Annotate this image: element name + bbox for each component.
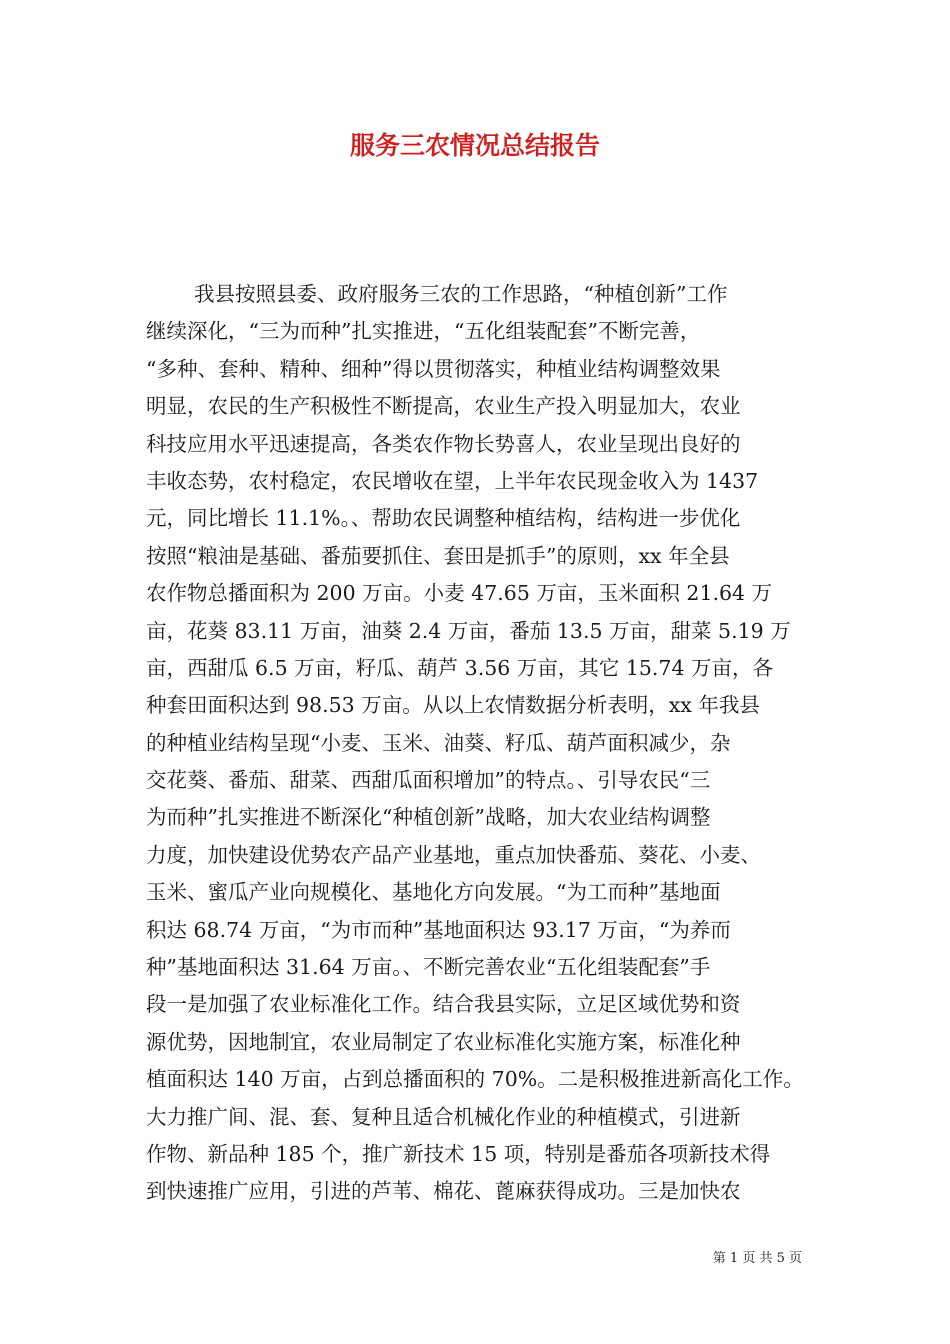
text-line: 种套田面积达到 98.53 万亩。从以上农情数据分析表明，xx 年我县 [146, 693, 760, 718]
text-line: 种”基地面积达 31.64 万亩。、不断完善农业“五化组装配套”手 [146, 955, 711, 980]
text-line: 到快速推广应用，引进的芦苇、棉花、蓖麻获得成功。三是加快农 [146, 1179, 741, 1204]
text-line: 玉米、蜜瓜产业向规模化、基地化方向发展。“为工而种”基地面 [146, 880, 721, 905]
text-line: 按照“粮油是基础、番茄要抓住、套田是抓手”的原则，xx 年全县 [146, 543, 730, 568]
text-line: 源优势，因地制宜，农业局制定了农业标准化实施方案，标准化种 [146, 1029, 741, 1054]
document-title: 服务三农情况总结报告 [349, 131, 600, 160]
body-paragraph [146, 276, 806, 1211]
text-line: “多种、套种、精种、细种”得以贯彻落实，种植业结构调整效果 [146, 356, 721, 381]
text-line: 亩，花葵 83.11 万亩，油葵 2.4 万亩，番茄 13.5 万亩，甜菜 5.19 万 [146, 618, 791, 643]
text-line: 作物、新品种 185 个，推广新技术 15 项，特别是番茄各项新技术得 [146, 1141, 771, 1166]
text-line: 丰收态势，农村稳定，农民增收在望，上半年农民现金收入为 1437 [146, 468, 759, 493]
text-line: 农作物总播面积为 200 万亩。小麦 47.65 万亩，玉米面积 21.64 万 [146, 581, 773, 606]
text-line: 大力推广间、混、套、复种且适合机械化作业的种植模式，引进新 [146, 1104, 741, 1129]
text-line: 亩，西甜瓜 6.5 万亩，籽瓜、葫芦 3.56 万亩，其它 15.74 万亩，各 [146, 655, 774, 680]
text-line: 段一是加强了农业标准化工作。结合我县实际，立足区域优势和资 [146, 992, 741, 1017]
text-line: 交花葵、番茄、甜菜、西甜瓜面积增加”的特点。、引导农民“三 [146, 768, 711, 793]
text-line: 继续深化，“三为而种”扎实推进，“五化组装配套”不断完善， [146, 319, 701, 344]
text-line: 我县按照县委、政府服务三农的工作思路，“种植创新”工作 [194, 282, 728, 306]
text-line: 植面积达 140 万亩，占到总播面积的 70%。二是积极推进新高化工作。 [146, 1067, 804, 1092]
text-line: 科技应用水平迅速提高，各类农作物长势喜人，农业呈现出良好的 [146, 431, 741, 456]
text-line: 元，同比增长 11.1%。、帮助农民调整种植结构，结构进一步优化 [146, 506, 741, 531]
text-line: 积达 68.74 万亩，“为市而种”基地面积达 93.17 万亩，“为养而 [146, 917, 731, 942]
text-line: 为而种”扎实推进不断深化“种植创新”战略，加大农业结构调整 [146, 805, 711, 830]
page-number-footer: 第 1 页 共 5 页 [712, 1251, 802, 1266]
text-line: 的种植业结构呈现“小麦、玉米、油葵、籽瓜、葫芦面积减少，杂 [146, 730, 731, 755]
text-line: 明显，农民的生产积极性不断提高，农业生产投入明显加大，农业 [146, 394, 741, 419]
text-line: 力度，加快建设优势农产品产业基地，重点加快番茄、葵花、小麦、 [146, 842, 761, 867]
